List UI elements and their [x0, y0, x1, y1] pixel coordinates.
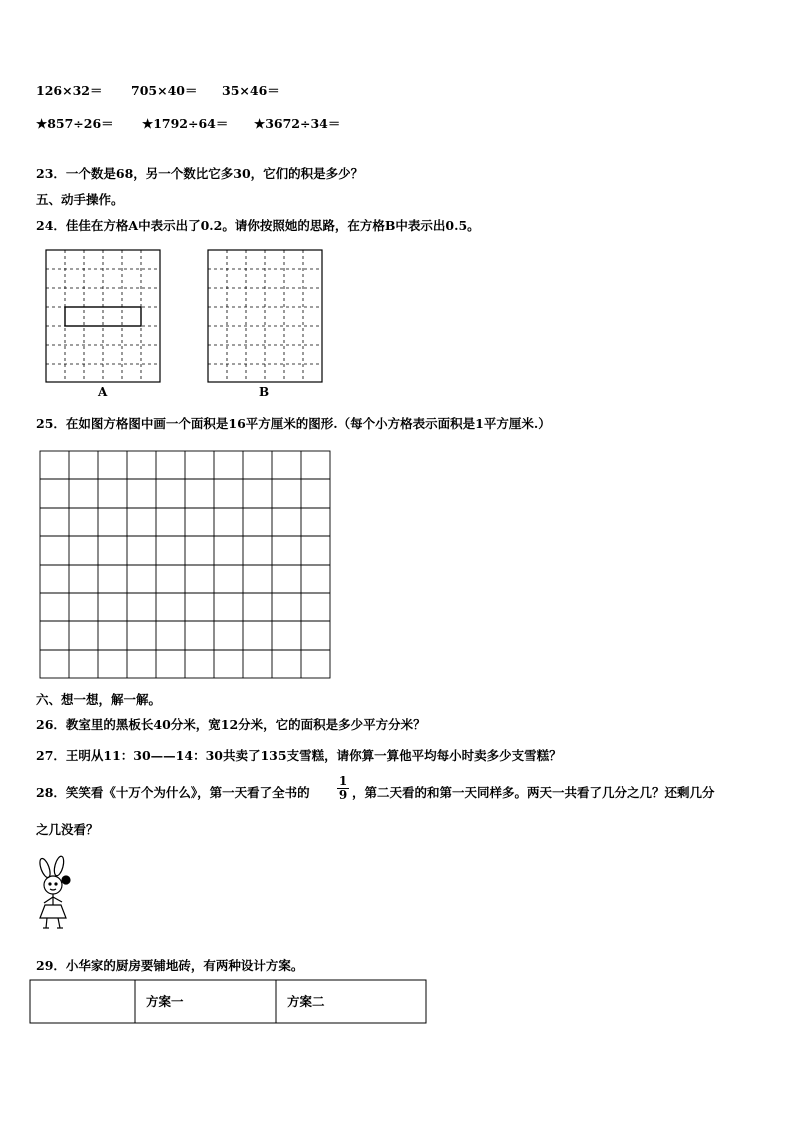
fraction-one-ninth — [337, 775, 349, 802]
calc-2: 705×40＝ — [131, 83, 198, 98]
calc-5: ★1792÷64＝ — [142, 116, 229, 131]
calc-4: ★857÷26＝ — [36, 116, 114, 131]
question-24: 24．佳佳在方格A中表示出了0.2。请你按照她的思路，在方格B中表示出0.5。 — [36, 218, 480, 233]
plan-table — [30, 980, 426, 1023]
calc-6: ★3672÷34＝ — [254, 116, 341, 131]
section-6-heading: 六、想一想，解一解。 — [36, 692, 162, 707]
fraction-numerator: 1 — [338, 774, 348, 788]
grid-b-label: B — [259, 385, 270, 399]
girl-illustration — [38, 855, 70, 928]
question-27: 27．王明从11：30——14：30共卖了135支雪糕，请你算一算他平均每小时卖多少支雪糕？ — [36, 748, 562, 763]
question-29: 29．小华家的厨房要铺地砖，有两种设计方案。 — [36, 958, 304, 973]
question-28-part1: 28．笑笑看《十万个为什么》，第一天看了全书的 — [36, 785, 310, 800]
grid-a-label: A — [98, 385, 108, 399]
question-26: 26．教室里的黑板长40分米，宽12分米，它的面积是多少平方分米？ — [36, 717, 426, 732]
question-25: 25．在如图方格图中画一个面积是16平方厘米的图形.（每个小方格表示面积是1平方厘米.） — [36, 416, 551, 431]
fraction-denominator: 9 — [338, 788, 348, 802]
calc-3: 35×46＝ — [222, 83, 280, 98]
question-23: 23．一个数是68，另一个数比它多30，它们的积是多少？ — [36, 166, 364, 181]
question-28-line2: 之几没看？ — [36, 822, 99, 837]
question-28-part2: ，第二天看的和第一天同样多。两天一共看了几分之几？还剩几分 — [352, 785, 715, 800]
grid-a — [46, 250, 160, 382]
section-5-heading: 五、动手操作。 — [36, 192, 124, 207]
table-header-plan-1: 方案一 — [146, 994, 184, 1009]
grid-q25 — [40, 451, 330, 678]
grid-b — [208, 250, 322, 382]
table-header-plan-2: 方案二 — [287, 994, 325, 1009]
calc-1: 126×32＝ — [36, 83, 103, 98]
